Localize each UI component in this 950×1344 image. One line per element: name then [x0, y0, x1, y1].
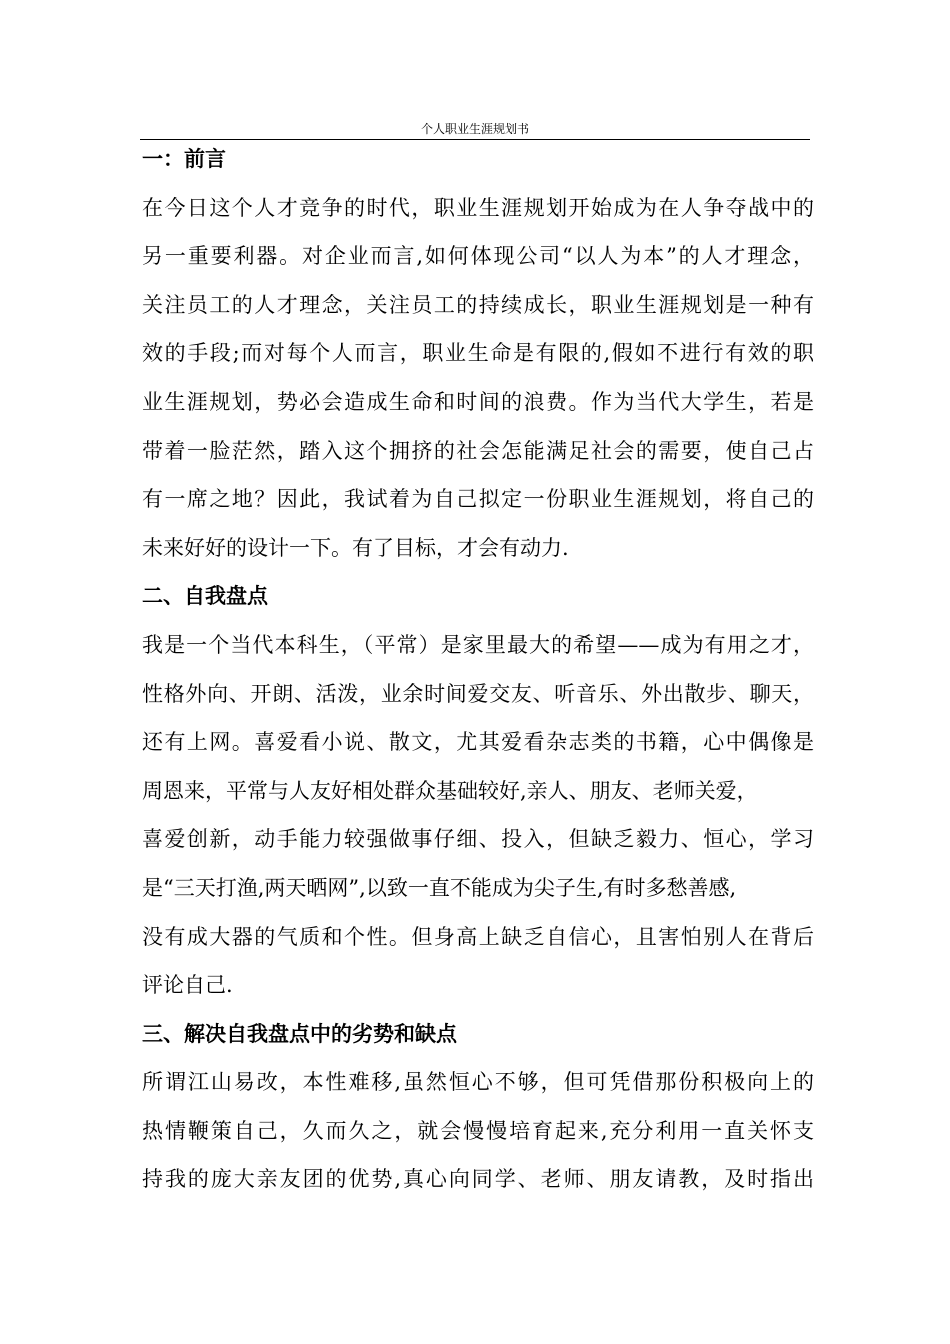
paragraph-line: 性格外向、开朗、活泼，业余时间爱交友、听音乐、外出散步、聊天，: [142, 681, 814, 706]
paragraph-line: 持我的庞大亲友团的优势,真心向同学、老师、朋友请教，及时指出: [142, 1167, 814, 1192]
paragraph-line: 在今日这个人才竞争的时代，职业生涯规划开始成为在人争夺战中的: [142, 195, 814, 220]
paragraph-line: 还有上网。喜爱看小说、散文，尤其爱看杂志类的书籍，心中偶像是: [142, 730, 814, 755]
document-body: [142, 135, 814, 1204]
section-heading: 三、解决自我盘点中的劣势和缺点: [142, 1021, 457, 1046]
section-heading: 一：前言: [142, 147, 226, 171]
paragraph-line: 所谓江山易改，本性难移,虽然恒心不够，但可凭借那份积极向上的: [142, 1070, 814, 1095]
paragraph-line: 我是一个当代本科生，（平常）是家里最大的希望——成为有用之才，: [142, 632, 814, 657]
paragraph-line: 未来好好的设计一下。有了目标，才会有动力.: [142, 535, 569, 560]
section-heading: 二、自我盘点: [142, 584, 268, 609]
paragraph-line: 热情鞭策自己，久而久之，就会慢慢培育起来,充分利用一直关怀支: [142, 1118, 814, 1143]
paragraph-line: 喜爱创新，动手能力较强做事仔细、投入，但缺乏毅力、恒心，学习: [142, 827, 814, 852]
paragraph-line: 评论自己.: [142, 973, 233, 998]
paragraph-line: 关注员工的人才理念，关注员工的持续成长，职业生涯规划是一种有: [142, 292, 814, 317]
paragraph-line: 效的手段;而对每个人而言，职业生命是有限的,假如不进行有效的职: [142, 341, 814, 366]
running-header: 个人职业生涯规划书: [420, 122, 529, 136]
paragraph-line: 业生涯规划，势必会造成生命和时间的浪费。作为当代大学生，若是: [142, 389, 814, 414]
paragraph-line: 另一重要利器。对企业而言,如何体现公司“以人为本”的人才理念，: [142, 244, 814, 269]
paragraph-line: 有一席之地？因此，我试着为自己拟定一份职业生涯规划，将自己的: [142, 487, 814, 512]
paragraph-line: 是“三天打渔,两天晒网”,以致一直不能成为尖子生,有时多愁善感,: [142, 875, 737, 900]
paragraph-line: 带着一脸茫然，踏入这个拥挤的社会怎能满足社会的需要，使自己占: [142, 438, 814, 463]
paragraph-line: 没有成大器的气质和个性。但身高上缺乏自信心，且害怕别人在背后: [142, 924, 814, 949]
paragraph-line: 周恩来，平常与人友好相处群众基础较好,亲人、朋友、老师关爱，: [142, 778, 758, 803]
